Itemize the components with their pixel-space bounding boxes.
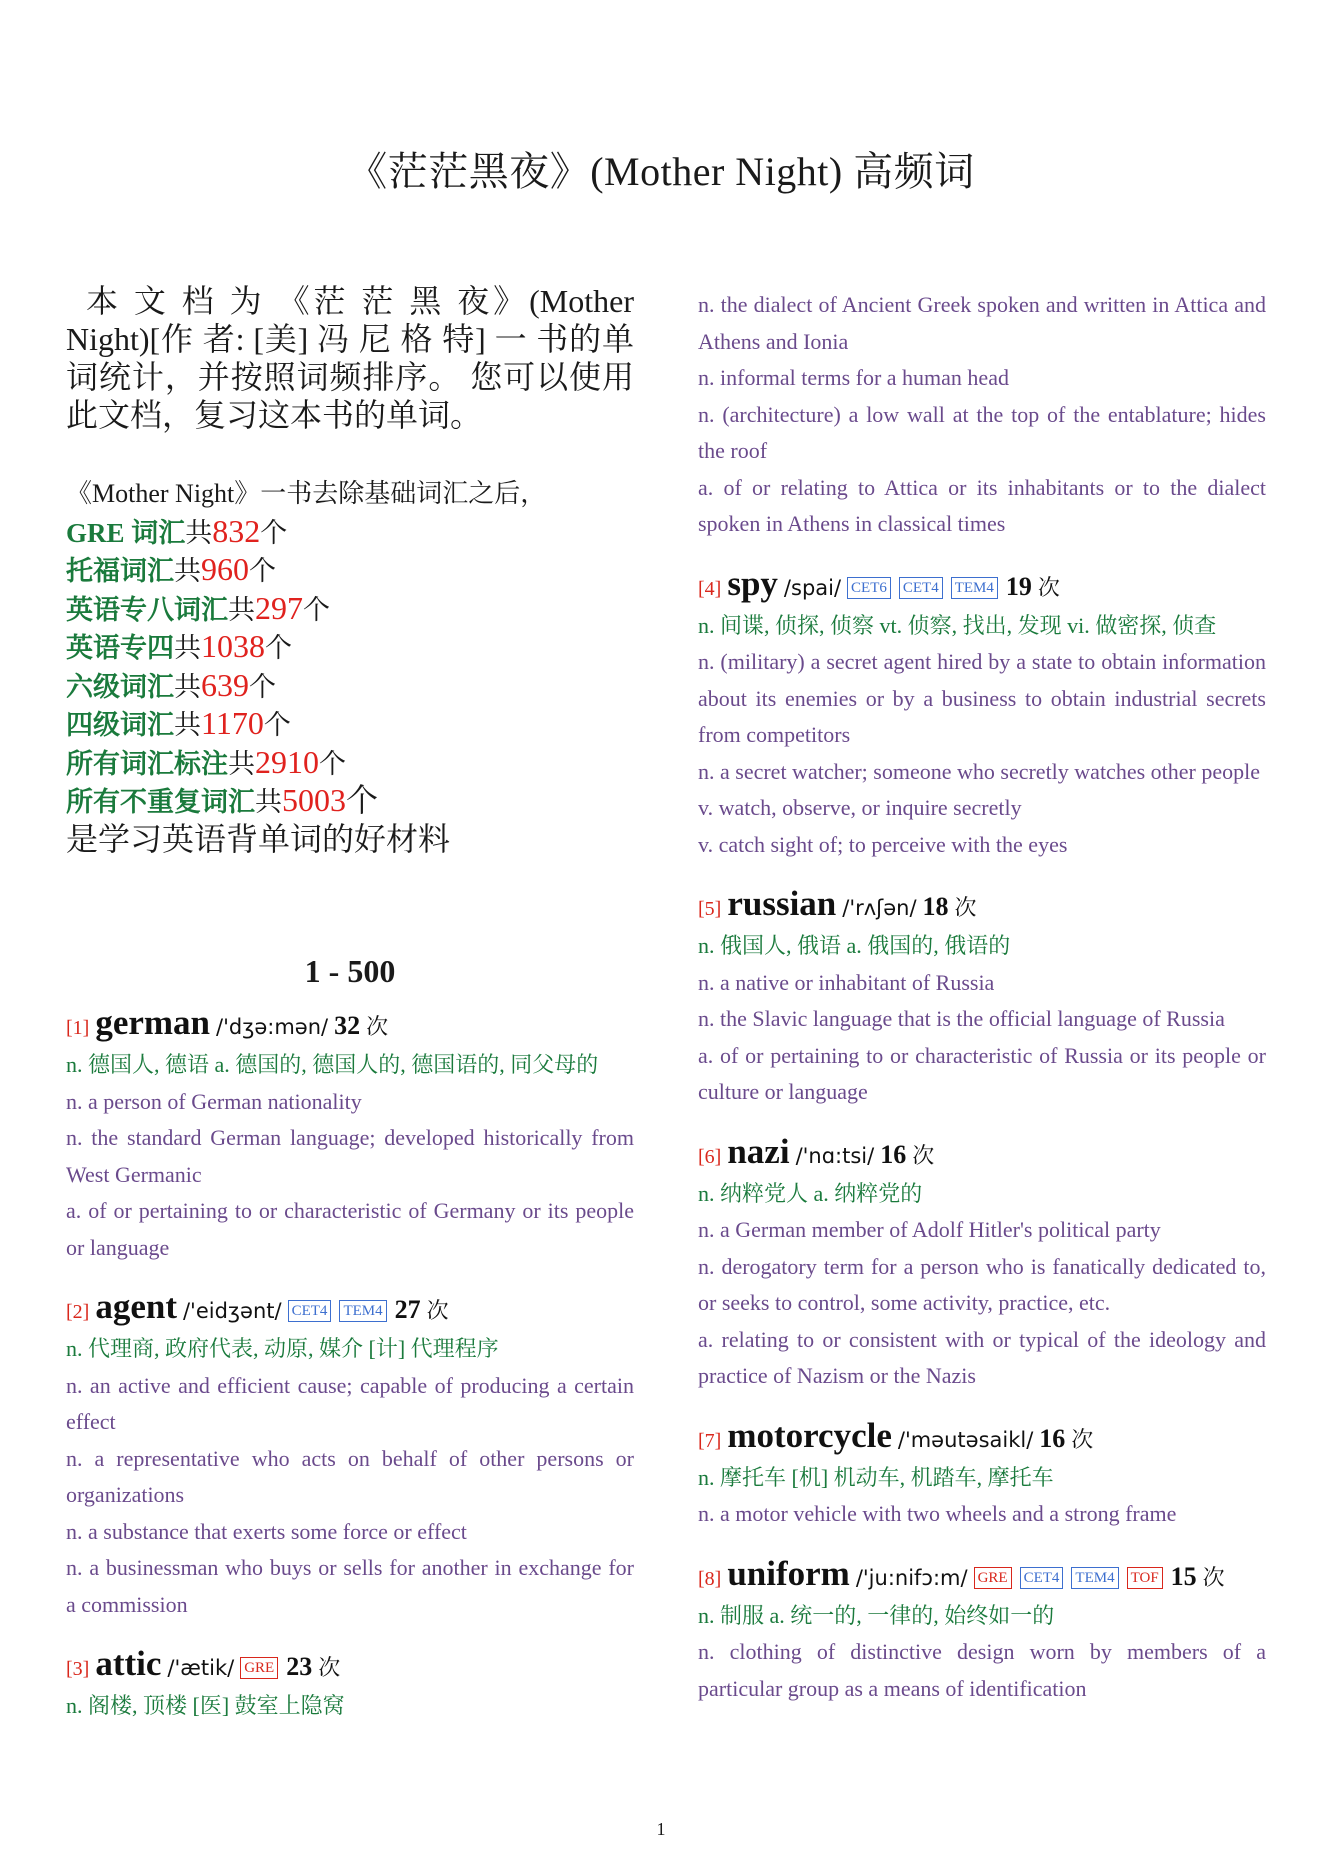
exam-tag: TEM4 [951, 577, 998, 599]
stat-unit: 个 [346, 782, 379, 818]
entry-definition: n. a German member of Adolf Hitler's political party [698, 1217, 1161, 1242]
stat-label: 所有不重复词汇 [66, 787, 255, 817]
stat-number: 297 [255, 589, 303, 626]
right-column [698, 287, 1266, 1729]
entry-count: 16 [1039, 1423, 1066, 1453]
entry-chinese-gloss: n. 代理商, 政府代表, 动原, 媒介 [计] 代理程序 [66, 1336, 499, 1361]
stat-row [66, 705, 634, 744]
stat-number: 960 [201, 551, 249, 587]
stats-lead: 《Mother Night》一书去除基础词汇之后， [66, 479, 547, 508]
entry-headword-line [698, 1133, 1266, 1176]
stat-unit: 个 [263, 710, 291, 740]
entry-word: uniform [727, 1553, 850, 1593]
entry-phonetic: /'ju:nifɔ:m/ [855, 1565, 968, 1590]
intro-text: 本 文 档 为 《茫 茫 黑 夜》(Mother Night)[作 者: [美] 冯 尼 格 特] 一 书的单词统计，并按照词频排序。 您可以使用此文档，复习这本书的单词。 [66, 283, 634, 433]
entry-count: 15 [1170, 1561, 1197, 1591]
entry-count-unit: 次 [1202, 1564, 1225, 1590]
entry-headword-line [66, 1004, 634, 1047]
word-entry [698, 885, 1266, 1111]
entry-headword-line [698, 1417, 1266, 1460]
stat-row [66, 782, 634, 821]
range-heading: 1 - 500 [304, 953, 396, 989]
exam-tag: GRE [974, 1567, 1012, 1589]
stat-unit: 个 [249, 671, 276, 702]
word-entry [66, 1645, 634, 1725]
entry-definition: n. informal terms for a human head [698, 365, 1009, 390]
entry-definition: n. (military) a secret agent hired by a state to obtain information about its enemies or by a business to obtain industrial secrets from competitors [698, 649, 1266, 747]
entry-index: [2] [66, 1301, 90, 1323]
stat-number: 639 [201, 666, 249, 703]
stat-row [66, 667, 634, 706]
stat-label: 四级词汇 [66, 710, 174, 740]
stat-label: 托福词汇 [66, 556, 174, 586]
entry-index: [8] [698, 1567, 722, 1590]
stat-connector: 共 [228, 594, 255, 625]
word-entry [698, 1555, 1266, 1708]
entry-count-unit: 次 [954, 895, 977, 920]
entry-definition: n. a secret watcher; someone who secretly watches other people [698, 758, 1260, 784]
left-column [66, 282, 634, 1747]
stat-label: GRE 词汇 [66, 517, 186, 548]
entry-definition: n. a businessman who buys or sells for another in exchange for a commission [66, 1555, 634, 1617]
entry-count: 16 [880, 1139, 907, 1169]
entry-count: 32 [334, 1011, 361, 1040]
entry-index: [6] [698, 1145, 722, 1168]
entry-index: [1] [66, 1017, 90, 1039]
entry-definition: a. of or pertaining to or characteristic of Russia or its people or culture or language [698, 1042, 1266, 1104]
entry-definition: n. an active and efficient cause; capable of producing a certain effect [66, 1372, 634, 1434]
word-entry [698, 565, 1266, 864]
stat-row [66, 628, 634, 667]
stat-connector: 共 [185, 517, 213, 548]
stat-row [66, 513, 634, 552]
vocab-stats [66, 476, 634, 857]
entry-definition: v. watch, observe, or inquire secretly [698, 795, 1022, 820]
entry-chinese-gloss: n. 纳粹党人 a. 纳粹党的 [698, 1180, 923, 1206]
entry-definition: n. derogatory term for a person who is fanatically dedicated to, or seeks to control, some activity, practice, etc. [698, 1253, 1266, 1315]
stat-number: 1038 [201, 628, 265, 664]
exam-tag: GRE [240, 1657, 278, 1679]
stat-unit: 个 [303, 594, 330, 625]
entry-count-unit: 次 [426, 1298, 449, 1323]
entry-phonetic: /'ætik/ [167, 1656, 235, 1680]
word-entry [66, 1288, 634, 1623]
entry-chinese-gloss: n. 制服 a. 统一的, 一律的, 始终如一的 [698, 1602, 1055, 1628]
stat-connector: 共 [255, 787, 282, 817]
page-title: 《茫茫黑夜》(Mother Night) 高频词 [347, 149, 975, 194]
entry-definition: n. the standard German language; developed historically from West Germanic [66, 1125, 634, 1187]
entry-index: [3] [66, 1658, 90, 1680]
exam-tag: CET4 [899, 577, 943, 599]
entry-count: 23 [286, 1652, 313, 1681]
entry-word: motorcycle [727, 1415, 892, 1455]
entry-definition: n. the Slavic language that is the official language of Russia [698, 1006, 1225, 1031]
entry-index: [4] [698, 577, 722, 600]
entry-chinese-gloss: n. 阁楼, 顶楼 [医] 鼓室上隐窝 [66, 1693, 345, 1718]
entry-index: [5] [698, 898, 722, 920]
word-entry-continued [698, 287, 1266, 543]
word-entry [698, 1133, 1266, 1395]
entry-phonetic: /'rʌʃən/ [842, 896, 917, 920]
entry-definition: n. a person of German nationality [66, 1088, 362, 1114]
word-entry [698, 1417, 1266, 1533]
entry-definition: v. catch sight of; to perceive with the eyes [698, 831, 1068, 857]
stat-number: 832 [212, 512, 261, 549]
entry-headword-line [698, 885, 1266, 928]
entry-phonetic: /'dʒə:mən/ [216, 1015, 329, 1039]
stat-label: 所有词汇标注 [66, 748, 228, 779]
entry-headword-line [66, 1288, 634, 1331]
entry-definition: n. the dialect of Ancient Greek spoken and written in Attica and Athens and Ionia [698, 292, 1266, 354]
exam-tag: CET4 [1020, 1567, 1064, 1589]
entry-word: german [95, 1003, 211, 1042]
entry-count-unit: 次 [318, 1655, 341, 1680]
entry-word: nazi [727, 1131, 790, 1171]
entry-chinese-gloss: n. 间谍, 侦探, 侦察 vt. 侦察, 找出, 发现 vi. 做密探, 侦查 [698, 612, 1217, 638]
stat-connector: 共 [174, 633, 201, 663]
stat-unit: 个 [265, 633, 292, 663]
stat-row [66, 590, 634, 629]
page-number: 1 [656, 1819, 666, 1839]
entry-definition: n. a substance that exerts some force or effect [66, 1518, 467, 1544]
stat-row [66, 551, 634, 590]
entry-word: agent [95, 1287, 177, 1326]
stat-unit: 个 [260, 517, 288, 548]
exam-tag: CET6 [847, 577, 891, 599]
exam-tag: TEM4 [1071, 1567, 1118, 1589]
entry-definition: n. a motor vehicle with two wheels and a strong frame [698, 1501, 1177, 1526]
exam-tag: CET4 [288, 1300, 332, 1322]
entry-phonetic: /'eidʒənt/ [182, 1299, 282, 1323]
entry-count-unit: 次 [1071, 1426, 1094, 1452]
stat-connector: 共 [228, 748, 255, 779]
exam-tag: TOF [1127, 1567, 1163, 1589]
word-entry [66, 1004, 634, 1266]
entry-phonetic: /'nɑ:tsi/ [795, 1143, 875, 1168]
stat-unit: 个 [319, 748, 346, 779]
entry-definition: a. relating to or consistent with or typical of the ideology and practice of Nazism or the Nazis [698, 1326, 1266, 1388]
stat-number: 2910 [255, 743, 319, 780]
stat-label: 六级词汇 [66, 671, 174, 702]
stats-closing: 是学习英语背单词的好材料 [66, 820, 451, 857]
entry-chinese-gloss: n. 摩托车 [机] 机动车, 机踏车, 摩托车 [698, 1464, 1054, 1490]
entry-count: 19 [1005, 571, 1032, 601]
entry-word: spy [727, 563, 778, 603]
entry-definition: n. a native or inhabitant of Russia [698, 969, 995, 995]
entry-definition: n. a representative who acts on behalf of other persons or organizations [66, 1445, 634, 1507]
entry-count-unit: 次 [1037, 574, 1060, 600]
entry-word: russian [727, 884, 837, 923]
stat-connector: 共 [174, 671, 201, 702]
stat-label: 英语专四 [66, 633, 174, 663]
entry-count-unit: 次 [912, 1142, 935, 1168]
entry-definition: a. of or pertaining to or characteristic of Germany or its people or language [66, 1198, 634, 1260]
entry-phonetic: /spai/ [783, 575, 842, 600]
entry-headword-line [698, 565, 1266, 608]
entry-word: attic [95, 1644, 162, 1683]
stat-connector: 共 [174, 710, 201, 740]
stat-connector: 共 [174, 556, 201, 586]
entry-chinese-gloss: n. 俄国人, 俄语 a. 俄国的, 俄语的 [698, 933, 1011, 958]
entry-definition: n. (architecture) a low wall at the top of the entablature; hides the roof [698, 401, 1266, 463]
entry-count: 27 [394, 1295, 421, 1324]
stat-label: 英语专八词汇 [66, 594, 228, 625]
stat-row [66, 744, 634, 783]
stat-number: 5003 [282, 782, 346, 818]
stat-unit: 个 [249, 556, 276, 586]
entry-phonetic: /'məutəsaikl/ [897, 1427, 1034, 1452]
entry-count: 18 [922, 892, 949, 921]
entry-count-unit: 次 [366, 1014, 389, 1039]
stat-number: 1170 [201, 705, 264, 741]
entry-chinese-gloss: n. 德国人, 德语 a. 德国的, 德国人的, 德国语的, 同父母的 [66, 1052, 599, 1077]
entry-headword-line [66, 1645, 634, 1688]
entry-index: [7] [698, 1429, 722, 1452]
entry-definition: a. of or relating to Attica or its inhabitants or to the dialect spoken in Athens in classical times [698, 474, 1266, 536]
entry-definition: n. clothing of distinctive design worn by members of a particular group as a means of identification [698, 1639, 1266, 1701]
exam-tag: TEM4 [339, 1300, 386, 1322]
entry-headword-line [698, 1555, 1266, 1598]
intro-paragraph [66, 282, 634, 434]
